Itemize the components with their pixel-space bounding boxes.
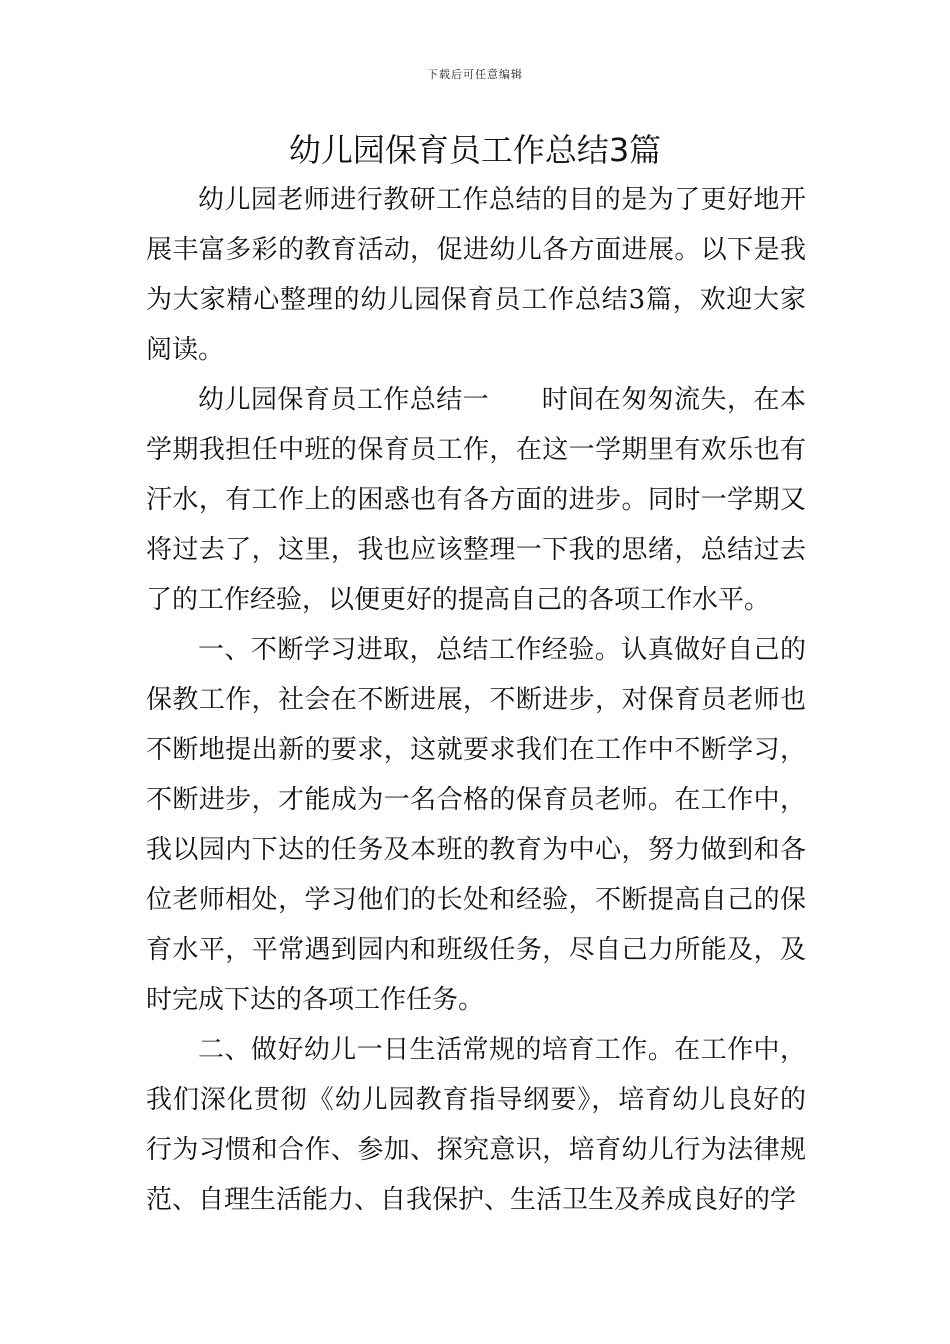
section-heading: 幼儿园保育员工作总结一: [198, 385, 490, 415]
document-body: [146, 175, 806, 1225]
point-one-paragraph: 一、不断学习进取，总结工作经验。认真做好自己的保教工作，社会在不断进展，不断进步，对保育员老师也不断地提出新的要求，这就要求我们在工作中不断学习，不断进步，才能成为一名合格的保育员老师。在工作中，我以园内下达的任务及本班的教育为中心，努力做到和各位老师相处，学习他们的长处和经验，不断提高自己的保育水平，平常遇到园内和班级任务，尽自己力所能及，及时完成下达的各项工作任务。: [146, 635, 806, 1015]
point-two-paragraph: 二、做好幼儿一日生活常规的培育工作。在工作中，我们深化贯彻《幼儿园教育指导纲要》，培育幼儿良好的行为习惯和合作、参加、探究意识，培育幼儿行为法律规范、自理生活能力、自我保护、生活卫生及养成良好的学: [146, 1035, 806, 1215]
page-title: 幼儿园保育员工作总结3篇: [288, 131, 662, 169]
section-text: 时间在匆匆流失，在本学期我担任中班的保育员工作，在这一学期里有欢乐也有汗水，有工作上的困惑也有各方面的进步。同时一学期又将过去了，这里，我也应该整理一下我的思绪，总结过去了的工作经验，以便更好的提高自己的各项工作水平。: [146, 385, 806, 615]
section-paragraph: [146, 375, 806, 625]
intro-paragraph: 幼儿园老师进行教研工作总结的目的是为了更好地开展丰富多彩的教育活动，促进幼儿各方面进展。以下是我为大家精心整理的幼儿园保育员工作总结3篇，欢迎大家阅读。: [146, 185, 806, 365]
header-note: 下载后可任意编辑: [427, 68, 523, 81]
